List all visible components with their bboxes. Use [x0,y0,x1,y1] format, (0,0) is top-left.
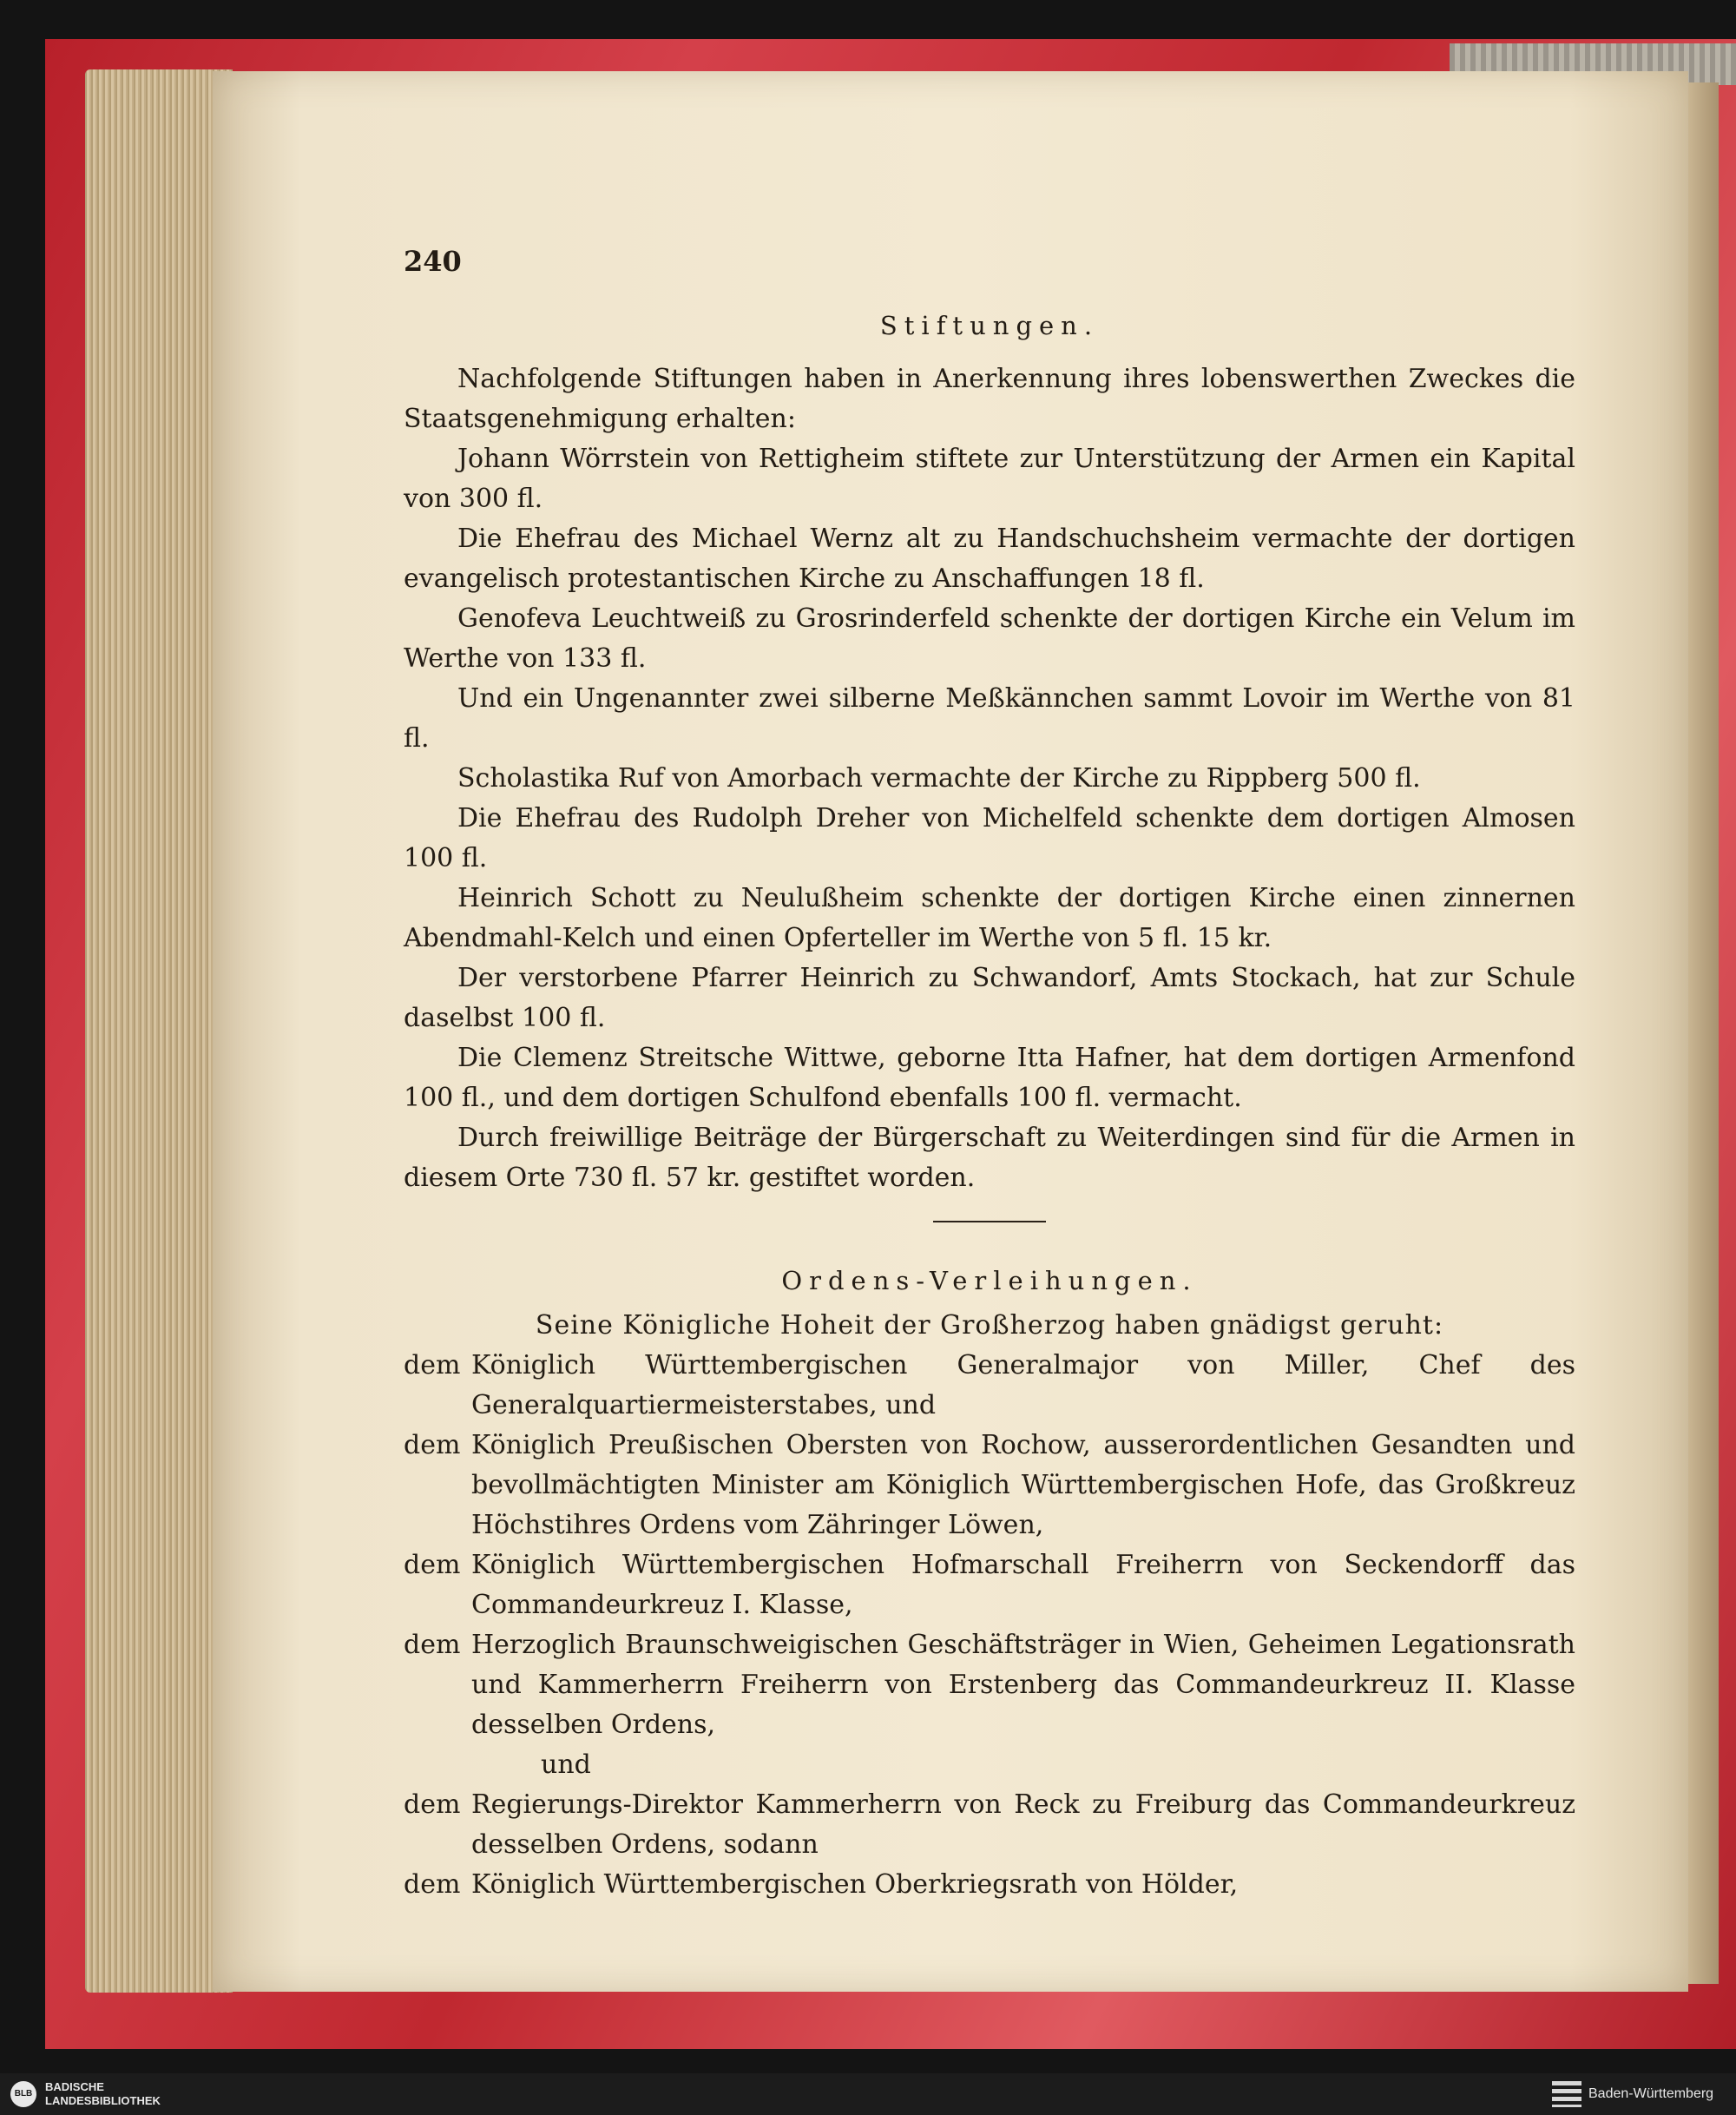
award-entry [404,1785,1575,1865]
section-title-ordens: Ordens-Verleihungen. [781,1266,1198,1295]
entry-prefix: dem [404,1869,461,1900]
entry-text: Herzoglich Braunschweigischen Geschäftsträger in Wien, Geheimen Legationsrath und Kammerherrn Freiherrn von Erstenberg das Commandeurkreuz II. Klasse desselben Ordens, [471,1630,1575,1740]
blb-logo-icon[interactable]: BLB [10,2081,36,2107]
section-intro: Seine Königliche Hoheit der Großherzog haben gnädigst geruht: [535,1310,1444,1341]
entry-prefix: dem [404,1550,461,1580]
section-divider [933,1221,1046,1222]
paragraph: Heinrich Schott zu Neulußheim schenkte der dortigen Kirche einen zinnernen Abendmahl-Kelch und einen Opferteller im Werthe von 5 fl. 15 kr. [404,883,1575,953]
section-title-stiftungen: Stiftungen. [879,311,1100,340]
baden-wuerttemberg-crest-icon [1552,2081,1581,2107]
entry-tail: und [541,1749,591,1780]
baden-wuerttemberg-label[interactable]: Baden-Württemberg [1588,2086,1714,2101]
entry-text: Königlich Württembergischen Oberkriegsrath von Hölder, [471,1869,1239,1900]
award-entry [404,1346,1575,1426]
entry-text: Königlich Württembergischen Generalmajor von Miller, Chef des Generalquartiermeisterstabes, und [471,1350,1575,1420]
paragraph: Nachfolgende Stiftungen haben in Anerkennung ihres lobenswerthen Zweckes die Staatsgenehmigung erhalten: [404,364,1575,434]
paragraph: Durch freiwillige Beiträge der Bürgerschaft zu Weiterdingen sind für die Armen in diesem Orte 730 fl. 57 kr. gestiftet worden. [404,1123,1575,1193]
paragraph: Der verstorbene Pfarrer Heinrich zu Schwandorf, Amts Stockach, hat zur Schule daselbst 100 fl. [404,963,1575,1033]
paragraph: Genofeva Leuchtweiß zu Grosrinderfeld schenkte der dortigen Kirche ein Velum im Werthe von 133 fl. [404,603,1575,674]
page-right-edge [1688,82,1719,1984]
page-edges [85,69,233,1993]
award-entry [404,1865,1575,1905]
entry-text: Königlich Preußischen Obersten von Rochow, ausserordentlichen Gesandten und bevollmächtigten Minister am Königlich Württembergischen Hofe, das Großkreuz Höchstihres Ordens vom Zähringer Löwen, [471,1430,1575,1540]
award-entry [404,1545,1575,1625]
blb-name-line1: BADISCHE [45,2080,104,2093]
viewer-footer [0,2073,1736,2115]
entry-prefix: dem [404,1789,461,1820]
entry-prefix: dem [404,1430,461,1460]
entry-text: Königlich Württembergischen Hofmarschall Freiherrn von Seckendorff das Commandeurkreuz I. Klasse, [471,1550,1575,1620]
page-text [404,234,1575,1905]
paragraph: Scholastika Ruf von Amorbach vermachte der Kirche zu Rippberg 500 fl. [457,763,1421,794]
award-entry [404,1625,1575,1785]
paragraph: Die Clemenz Streitsche Wittwe, geborne Itta Hafner, hat dem dortigen Armenfond 100 fl., und dem dortigen Schulfond ebenfalls 100 fl. vermacht. [404,1043,1575,1113]
entry-prefix: dem [404,1350,461,1380]
paragraph: Die Ehefrau des Rudolph Dreher von Michelfeld schenkte dem dortigen Almosen 100 fl. [404,803,1575,873]
blb-name-line2: LANDESBIBLIOTHEK [45,2094,161,2107]
paragraph: Und ein Ungenannter zwei silberne Meßkännchen sammt Lovoir im Werthe von 81 fl. [404,683,1575,754]
award-entry [404,1426,1575,1545]
blb-name[interactable] [45,2080,161,2108]
paragraph: Johann Wörrstein von Rettigheim stiftete zur Unterstützung der Armen ein Kapital von 300 fl. [404,444,1575,514]
paragraph: Die Ehefrau des Michael Wernz alt zu Handschuchsheim vermachte der dortigen evangelisch protestantischen Kirche zu Anschaffungen 18 fl. [404,524,1575,594]
entry-prefix: dem [404,1630,461,1660]
entry-text: Regierungs-Direktor Kammerherrn von Reck zu Freiburg das Commandeurkreuz desselben Ordens, sodann [471,1789,1575,1860]
page-number: 240 [404,245,462,278]
